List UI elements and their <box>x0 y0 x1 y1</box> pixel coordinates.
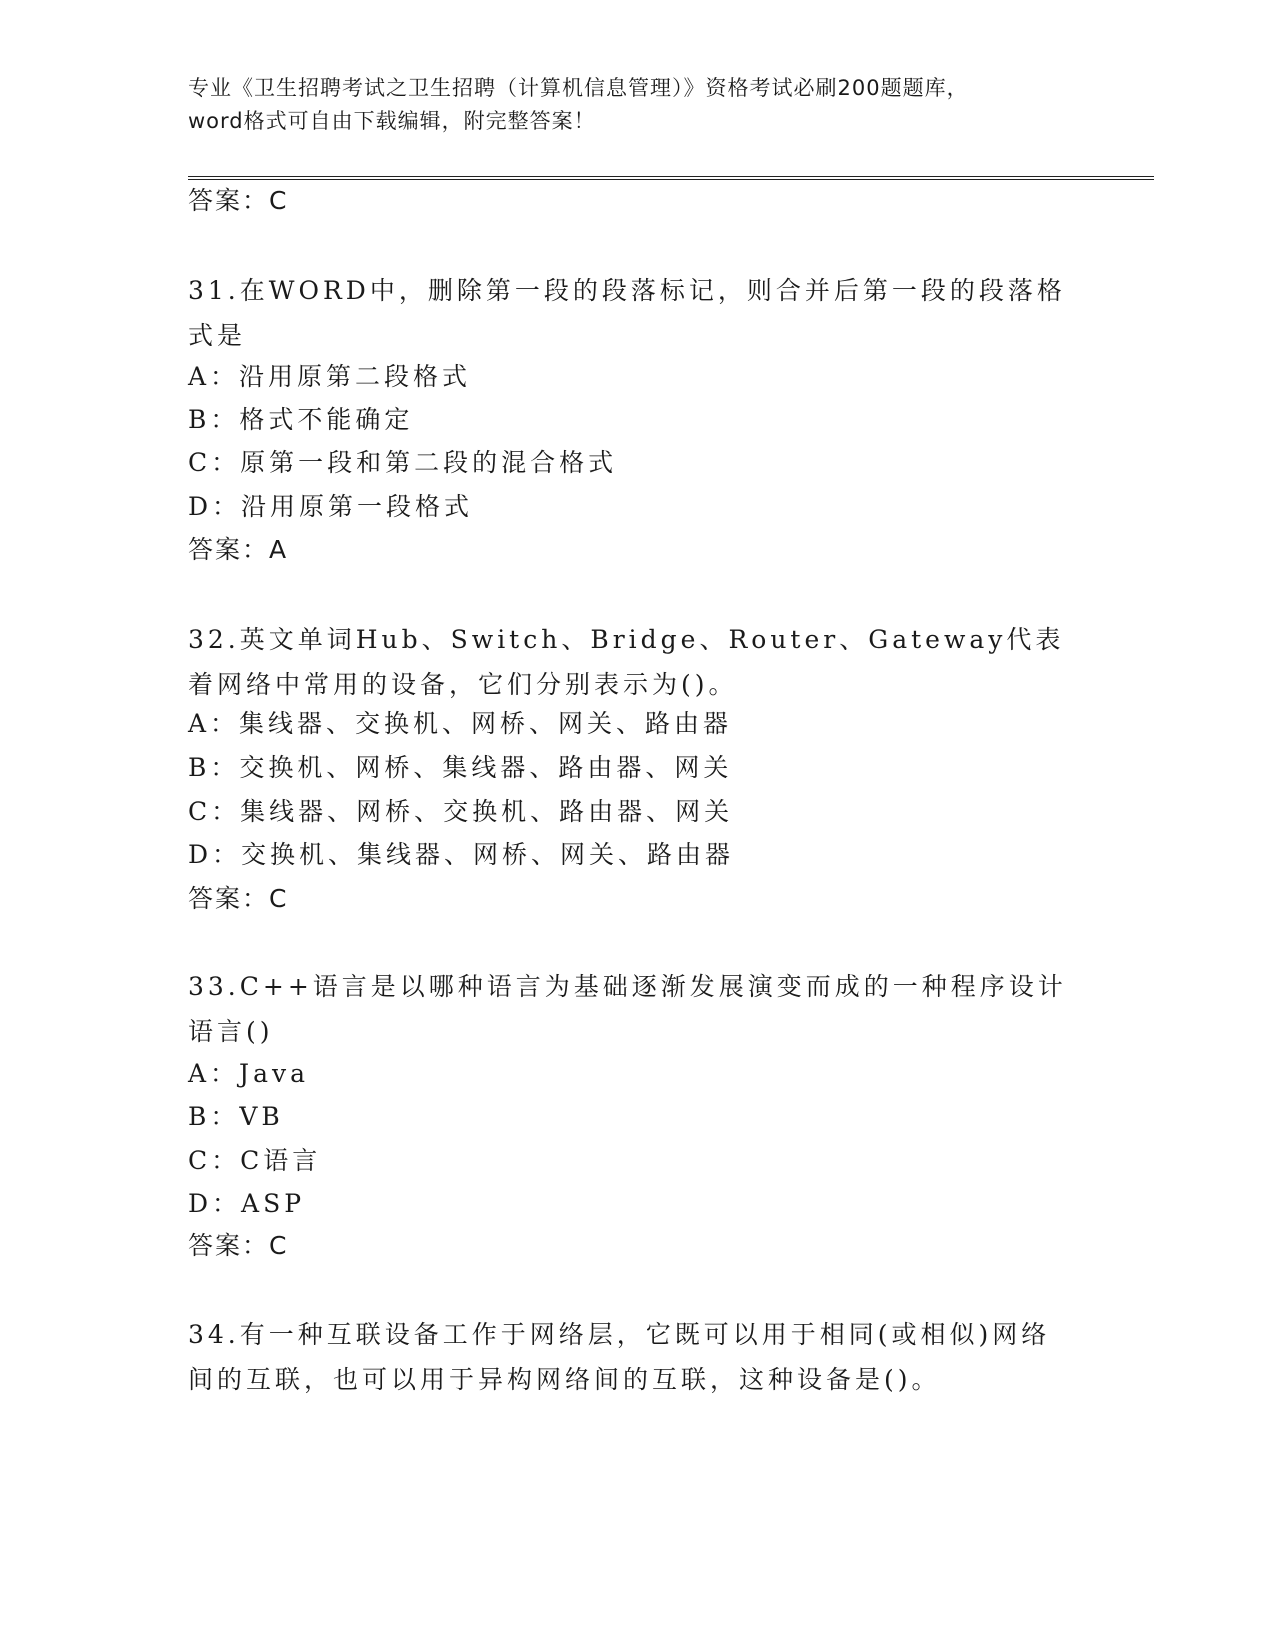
question-32-answer: 答案：C <box>188 884 289 913</box>
question-31-option-c: C：原第一段和第二段的混合格式 <box>188 448 618 477</box>
header-divider <box>188 176 1154 180</box>
question-33-text: 33.C++语言是以哪种语言为基础逐渐发展演变而成的一种程序设计语言() <box>188 972 1067 1046</box>
question-31-answer: 答案：A <box>188 535 289 564</box>
question-33-option-b: B：VB <box>188 1102 284 1131</box>
question-31-text: 31.在WORD中，删除第一段的段落标记，则合并后第一段的段落格式是 <box>188 276 1066 350</box>
question-32-option-a: A：集线器、交换机、网桥、网关、路由器 <box>188 709 733 738</box>
question-33-option-a: A：Java <box>188 1059 310 1088</box>
answer-30: 答案：C <box>188 186 289 215</box>
header-line-1: 专业《卫生招聘考试之卫生招聘（计算机信息管理）》资格考试必刷200题题库， <box>188 76 969 100</box>
document-header <box>188 72 1108 138</box>
question-33-option-c: C：C语言 <box>188 1146 322 1175</box>
question-31-option-d: D：沿用原第一段格式 <box>188 492 474 521</box>
question-32-option-b: B：交换机、网桥、集线器、路由器、网关 <box>188 753 733 782</box>
question-32-option-c: C：集线器、网桥、交换机、路由器、网关 <box>188 797 734 826</box>
question-32-text: 32.英文单词Hub、Switch、Bridge、Router、Gateway代表着网络中常用的设备，它们分别表示为()。 <box>188 625 1065 699</box>
question-34-text: 34.有一种互联设备工作于网络层，它既可以用于相同(或相似)网络间的互联，也可以用于异构网络间的互联，这种设备是()。 <box>188 1320 1051 1394</box>
header-line-2: word格式可自由下载编辑，附完整答案！ <box>188 109 596 133</box>
question-33-answer: 答案：C <box>188 1231 289 1260</box>
question-32-option-d: D：交换机、集线器、网桥、网关、路由器 <box>188 840 735 869</box>
question-33-option-d: D：ASP <box>188 1189 306 1218</box>
question-31-option-a: A：沿用原第二段格式 <box>188 362 472 391</box>
question-31-option-b: B：格式不能确定 <box>188 405 414 434</box>
